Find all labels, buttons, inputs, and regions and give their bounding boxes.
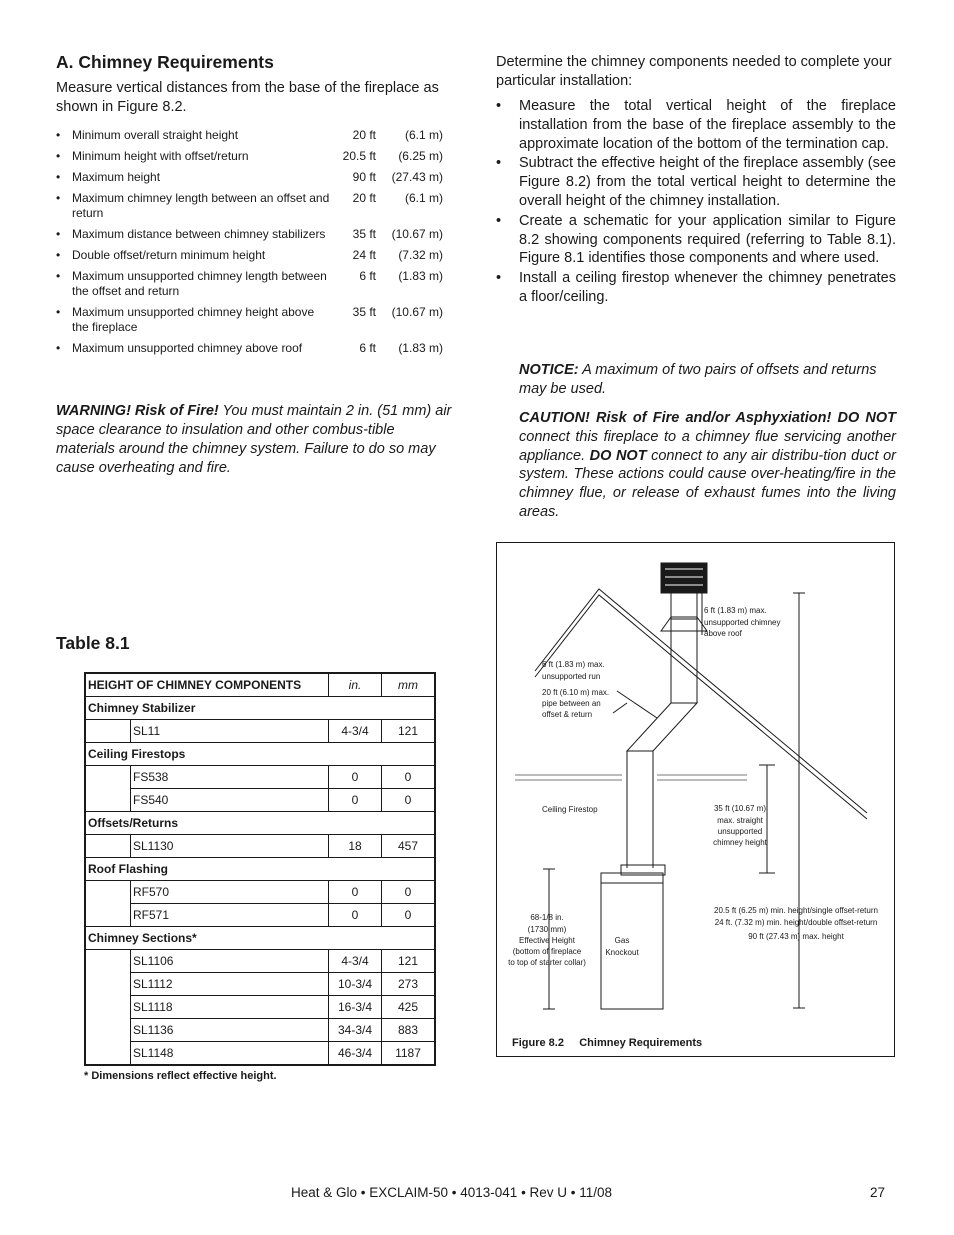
requirements-list bbox=[56, 128, 448, 362]
svg-text:above roof bbox=[704, 629, 743, 638]
table-cell-mm: 457 bbox=[382, 835, 436, 858]
table-cell-in: 0 bbox=[329, 881, 382, 904]
table-cell-in: 0 bbox=[329, 789, 382, 812]
table-cell-in: 0 bbox=[329, 766, 382, 789]
table-cell-part: SL1148 bbox=[131, 1042, 329, 1066]
svg-text:to top of starter collar) bbox=[508, 958, 586, 967]
table-indent-cell bbox=[85, 973, 131, 996]
table-group-name: Chimney Sections* bbox=[85, 927, 435, 950]
label-gas-1: Gas bbox=[614, 936, 630, 945]
table-cell-in: 4-3/4 bbox=[329, 720, 382, 743]
step-item bbox=[496, 154, 896, 210]
svg-text:chimney height bbox=[713, 838, 768, 847]
svg-text:Gas bbox=[615, 936, 630, 945]
requirement-feet: 20 ft bbox=[352, 128, 376, 142]
table-cell-mm: 0 bbox=[382, 904, 436, 927]
caution-do-not: DO NOT bbox=[589, 447, 647, 464]
step-text: Subtract the effective height of the fireplace assembly (see Figure 8.2) from the total vertical height to determine the overall height of the chimney installation. bbox=[519, 155, 896, 209]
table-indent-cell bbox=[85, 766, 131, 789]
svg-text:offset & return bbox=[542, 710, 592, 719]
table-indent-cell bbox=[85, 904, 131, 927]
requirement-meters: (6.25 m) bbox=[398, 149, 443, 163]
table-indent-cell bbox=[85, 789, 131, 812]
bullet-icon: • bbox=[56, 149, 61, 163]
table-indent-cell bbox=[85, 950, 131, 973]
label-straight-1: 35 ft (10.67 m) bbox=[713, 804, 767, 813]
requirement-item bbox=[56, 227, 448, 242]
table-group-name: Chimney Stabilizer bbox=[85, 697, 435, 720]
label-pipe-1: 20 ft (6.10 m) max. bbox=[542, 688, 610, 697]
svg-text:90 ft (27.43 m) max. height bbox=[748, 932, 844, 941]
figure-8-2 bbox=[496, 542, 895, 1057]
requirement-feet: 35 ft bbox=[352, 305, 376, 319]
table-row bbox=[85, 789, 435, 812]
table-row bbox=[85, 720, 435, 743]
dimension-lines bbox=[543, 593, 805, 1009]
table-row bbox=[85, 766, 435, 789]
table-group-name: Roof Flashing bbox=[85, 858, 435, 881]
warning-lead: WARNING! Risk of Fire! bbox=[56, 403, 219, 419]
table-cell-in: 46-3/4 bbox=[329, 1042, 382, 1066]
svg-text:(bottom of fireplace bbox=[513, 947, 582, 956]
table-cell-mm: 0 bbox=[382, 766, 436, 789]
table-cell-mm: 121 bbox=[382, 950, 436, 973]
table-indent-cell bbox=[85, 996, 131, 1019]
bullet-icon: • bbox=[56, 341, 61, 355]
svg-text:Ceiling Firestop bbox=[542, 805, 598, 814]
svg-text:unsupported run bbox=[542, 672, 600, 681]
table-row bbox=[85, 881, 435, 904]
table-header-row bbox=[85, 673, 435, 697]
section-heading: A. Chimney Requirements bbox=[56, 52, 274, 72]
requirement-feet: 6 ft bbox=[359, 269, 376, 283]
chimney-components-table bbox=[84, 672, 436, 1066]
components-intro: Determine the chimney components needed to complete your particular installation: bbox=[496, 54, 892, 89]
table-cell-part: FS538 bbox=[131, 766, 329, 789]
requirement-meters: (27.43 m) bbox=[391, 170, 443, 184]
requirement-item bbox=[56, 128, 448, 143]
label-height-3: 90 ft (27.43 m) max. height bbox=[748, 932, 844, 941]
svg-text:unsupported bbox=[718, 827, 762, 836]
caution-text-2: connect to any air distribu-tion duct or system. These actions could cause over-heating/fire in the chimney flue, or release of exhaust fumes into the living areas. bbox=[519, 447, 896, 520]
requirement-label: Maximum unsupported chimney length between the offset and return bbox=[72, 269, 327, 298]
svg-text:68-1/8 in. bbox=[530, 913, 563, 922]
label-height-1: 20.5 ft (6.25 m) min. height/single offset-return bbox=[714, 906, 878, 915]
requirement-feet: 24 ft bbox=[352, 248, 376, 262]
svg-text:24 ft. (7.32 m) min. height/do bbox=[715, 918, 878, 927]
requirement-feet: 90 ft bbox=[352, 170, 376, 184]
notice-text: A maximum of two pairs of offsets and returns may be used. bbox=[519, 362, 877, 397]
svg-text:max. straight bbox=[717, 816, 764, 825]
label-eff-1: 68-1/8 in. bbox=[530, 913, 564, 922]
label-gas-2: Knockout bbox=[605, 948, 639, 957]
warning-text: You must maintain 2 in. (51 mm) air space clearance to insulation and other combus-tible materials around the chimney system. Failure to do so may cause overheating and fire. bbox=[56, 403, 452, 476]
table-indent-cell bbox=[85, 720, 131, 743]
requirement-label: Maximum unsupported chimney height above the fireplace bbox=[72, 305, 315, 334]
requirement-item bbox=[56, 341, 448, 356]
label-height-2: 24 ft. (7.32 m) min. height/double offset-return bbox=[714, 918, 878, 927]
bullet-icon: • bbox=[56, 227, 61, 241]
table-cell-mm: 1187 bbox=[382, 1042, 436, 1066]
table-indent-cell bbox=[85, 835, 131, 858]
svg-text:6 ft (1.83 m) max. bbox=[542, 660, 605, 669]
svg-text:pipe between an bbox=[542, 699, 601, 708]
table-title: Table 8.1 bbox=[56, 633, 130, 653]
table-header-in: in. bbox=[329, 673, 382, 697]
requirement-item bbox=[56, 170, 448, 185]
table-group-row bbox=[85, 812, 435, 835]
caution-text-1: connect this fireplace to a chimney flue servicing another appliance. bbox=[519, 428, 896, 464]
requirement-label: Double offset/return minimum height bbox=[72, 248, 266, 262]
installation-steps bbox=[496, 97, 896, 308]
table-cell-in: 0 bbox=[329, 904, 382, 927]
table-group-row bbox=[85, 858, 435, 881]
requirement-feet: 35 ft bbox=[352, 227, 376, 241]
label-roof-1: 6 ft (1.83 m) max. bbox=[704, 606, 767, 615]
table-cell-part: SL1112 bbox=[131, 973, 329, 996]
bullet-icon: • bbox=[56, 269, 61, 283]
notice-lead: NOTICE: bbox=[519, 362, 579, 378]
requirement-item bbox=[56, 149, 448, 164]
svg-text:20 ft (6.10 m) max. bbox=[542, 688, 609, 697]
bullet-icon: • bbox=[56, 170, 61, 184]
figure-caption: Figure 8.2 Chimney Requirements bbox=[512, 1037, 703, 1049]
label-roof-2: unsupported chimney bbox=[704, 618, 781, 627]
table-cell-mm: 425 bbox=[382, 996, 436, 1019]
label-eff-2: (1730 mm) bbox=[527, 925, 567, 934]
table-cell-part: SL11 bbox=[131, 720, 329, 743]
table-cell-part: SL1136 bbox=[131, 1019, 329, 1042]
table-row bbox=[85, 835, 435, 858]
label-firestop: Ceiling Firestop bbox=[542, 805, 598, 814]
table-group-name: Ceiling Firestops bbox=[85, 743, 435, 766]
step-item bbox=[496, 212, 896, 268]
requirement-meters: (6.1 m) bbox=[404, 191, 443, 205]
svg-text:6 ft (1.83 m) max. bbox=[704, 606, 767, 615]
label-pipe-3: offset & return bbox=[542, 710, 593, 719]
chimney-diagram bbox=[497, 543, 896, 1058]
bullet-icon: • bbox=[56, 191, 61, 205]
table-group-row bbox=[85, 743, 435, 766]
page-number: 27 bbox=[870, 1185, 886, 1200]
requirement-meters: (6.1 m) bbox=[404, 128, 443, 142]
requirement-feet: 6 ft bbox=[359, 341, 376, 355]
bullet-icon: • bbox=[496, 155, 502, 172]
table-row bbox=[85, 1042, 435, 1066]
label-straight-4: chimney height bbox=[713, 838, 767, 847]
table-cell-part: RF571 bbox=[131, 904, 329, 927]
table-cell-part: SL1118 bbox=[131, 996, 329, 1019]
step-text: Measure the total vertical height of the fireplace installation from the base of the fireplace assembly to the approximate location of the bottom of the termination cap. bbox=[519, 98, 896, 152]
requirement-label: Minimum height with offset/return bbox=[72, 149, 249, 163]
table-cell-part: RF570 bbox=[131, 881, 329, 904]
bullet-icon: • bbox=[56, 305, 61, 319]
footer-text: Heat & Glo • EXCLAIM-50 • 4013-041 • Rev U • 11/08 bbox=[291, 1185, 613, 1200]
label-eff-5: to top of starter collar) bbox=[508, 958, 586, 967]
requirement-label: Minimum overall straight height bbox=[72, 128, 239, 142]
fireplace-unit bbox=[601, 865, 665, 1009]
table-indent-cell bbox=[85, 1019, 131, 1042]
section-intro: Measure vertical distances from the base of the fireplace as shown in Figure 8.2. bbox=[56, 80, 439, 115]
bullet-icon: • bbox=[56, 248, 61, 262]
table-cell-in: 16-3/4 bbox=[329, 996, 382, 1019]
svg-text:Knockout bbox=[605, 948, 639, 957]
termination-cap-icon bbox=[661, 563, 707, 619]
table-indent-cell bbox=[85, 1042, 131, 1066]
table-cell-mm: 121 bbox=[382, 720, 436, 743]
bullet-icon: • bbox=[496, 212, 502, 229]
table-group-row bbox=[85, 927, 435, 950]
bullet-icon: • bbox=[496, 270, 502, 287]
requirement-label: Maximum height bbox=[72, 170, 161, 184]
table-cell-part: SL1130 bbox=[131, 835, 329, 858]
requirement-label: Maximum distance between chimney stabilizers bbox=[72, 227, 326, 241]
step-text: Install a ceiling firestop whenever the chimney penetrates a floor/ceiling. bbox=[519, 270, 896, 305]
requirement-item bbox=[56, 248, 448, 263]
table-cell-mm: 0 bbox=[382, 881, 436, 904]
bullet-icon: • bbox=[56, 128, 61, 142]
bullet-icon: • bbox=[496, 98, 502, 114]
label-run-2: unsupported run bbox=[542, 672, 601, 681]
requirement-feet: 20.5 ft bbox=[342, 149, 376, 163]
step-text: Create a schematic for your application similar to Figure 8.2 showing components required (referring to Table 8.1). Figure 8.1 identifies those components and where used. bbox=[519, 212, 896, 267]
label-roof-3: above roof bbox=[704, 629, 742, 638]
table-cell-mm: 273 bbox=[382, 973, 436, 996]
figure-labels bbox=[508, 606, 878, 967]
svg-text:35 ft (10.67 m) bbox=[714, 804, 766, 813]
svg-text:20.5 ft (6.25 m) min. height/s bbox=[714, 906, 878, 915]
svg-text:unsupported chimney bbox=[704, 618, 781, 627]
step-item bbox=[496, 97, 896, 153]
table-cell-part: SL1106 bbox=[131, 950, 329, 973]
table-row bbox=[85, 996, 435, 1019]
requirement-label: Maximum unsupported chimney above roof bbox=[72, 341, 303, 355]
table-cell-in: 18 bbox=[329, 835, 382, 858]
step-item bbox=[496, 269, 896, 307]
table-group-row bbox=[85, 697, 435, 720]
label-eff-4: (bottom of fireplace bbox=[512, 947, 582, 956]
requirement-label: Maximum chimney length between an offset and return bbox=[72, 191, 330, 220]
requirement-item bbox=[56, 191, 448, 221]
requirement-item bbox=[56, 305, 448, 335]
label-run-1: 6 ft (1.83 m) max. bbox=[542, 660, 605, 669]
label-straight-3: unsupported bbox=[717, 827, 763, 836]
requirement-feet: 20 ft bbox=[352, 191, 376, 205]
offsets-notice bbox=[519, 361, 896, 399]
table-cell-part: FS540 bbox=[131, 789, 329, 812]
requirement-meters: (10.67 m) bbox=[391, 227, 443, 241]
table-row bbox=[85, 973, 435, 996]
table-note: * Dimensions reflect effective height. bbox=[84, 1070, 277, 1082]
svg-text:(1730 mm) bbox=[528, 925, 567, 934]
requirement-item bbox=[56, 269, 448, 299]
table-indent-cell bbox=[85, 881, 131, 904]
table-cell-mm: 883 bbox=[382, 1019, 436, 1042]
requirement-meters: (7.32 m) bbox=[398, 248, 443, 262]
table-cell-in: 34-3/4 bbox=[329, 1019, 382, 1042]
label-pipe-2: pipe between an bbox=[542, 699, 601, 708]
table-header-mm: mm bbox=[382, 673, 436, 697]
caution-lead: CAUTION! Risk of Fire and/or Asphyxiation! DO NOT bbox=[519, 410, 896, 426]
table-row bbox=[85, 950, 435, 973]
table-row bbox=[85, 1019, 435, 1042]
asphyxiation-caution bbox=[519, 409, 896, 522]
fire-warning bbox=[56, 402, 452, 478]
svg-text:Effective Height bbox=[519, 936, 576, 945]
requirement-meters: (10.67 m) bbox=[391, 305, 443, 319]
label-straight-2: max. straight bbox=[717, 816, 763, 825]
label-eff-3: Effective Height bbox=[519, 936, 575, 945]
requirement-meters: (1.83 m) bbox=[398, 269, 443, 283]
requirement-meters: (1.83 m) bbox=[398, 341, 443, 355]
ceiling-line bbox=[515, 775, 747, 780]
table-cell-in: 10-3/4 bbox=[329, 973, 382, 996]
table-cell-in: 4-3/4 bbox=[329, 950, 382, 973]
table-group-name: Offsets/Returns bbox=[85, 812, 435, 835]
table-cell-mm: 0 bbox=[382, 789, 436, 812]
table-row bbox=[85, 904, 435, 927]
chimney-pipe bbox=[627, 617, 697, 868]
table-header-components: HEIGHT OF CHIMNEY COMPONENTS bbox=[85, 673, 329, 697]
